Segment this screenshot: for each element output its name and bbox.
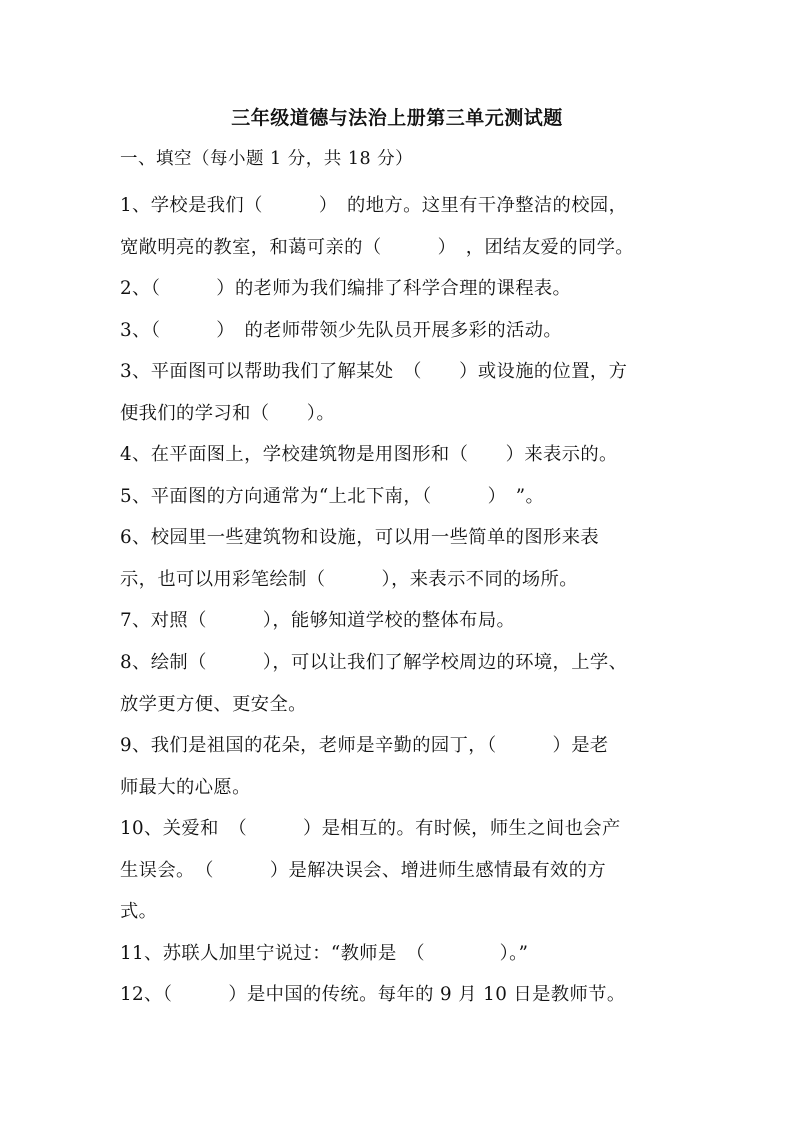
question-line: 1、学校是我们（ ） 的地方。这里有干净整洁的校园， [120, 195, 628, 216]
section-heading: 一、填空（每小题 1 分，共 18 分） [120, 149, 414, 169]
question-line: 2、（ ）的老师为我们编排了科学合理的课程表。 [120, 278, 572, 300]
question-line: 示，也可以用彩笔绘制（ ），来表示不同的场所。 [120, 568, 578, 590]
question-line: 师最大的心愿。 [120, 776, 251, 798]
question-line: 3、（ ） 的老师带领少先队员开展多彩的活动。 [120, 319, 563, 341]
question-line: 6、校园里一些建筑物和设施，可以用一些简单的图形来表 [120, 527, 600, 549]
question-line: 11、苏联人加里宁说过：“教师是 （ ）。” [120, 942, 529, 964]
question-line: 4、在平面图上，学校建筑物是用图形和（ ）来表示的。 [120, 444, 618, 466]
page-title: 三年级道德与法治上册第三单元测试题 [231, 107, 563, 129]
question-line: 宽敞明亮的教室，和蔼可亲的（ ） ，团结友爱的同学。 [120, 236, 634, 258]
question-line: 9、我们是祖国的花朵，老师是辛勤的园丁，（ ）是老 [120, 735, 609, 757]
question-list [120, 185, 680, 1016]
question-line: 式。 [120, 901, 158, 923]
question-line: 3、平面图可以帮助我们了解某处 （ ）或设施的位置，方 [120, 361, 628, 383]
question-line: 便我们的学习和（ ）。 [120, 402, 336, 424]
question-line: 12、（ ）是中国的传统。每年的 9 月 10 日是教师节。 [120, 984, 626, 1006]
question-line: 5、平面图的方向通常为“上北下南，（ ） ”。 [120, 485, 545, 507]
question-line: 10、关爱和 （ ）是相互的。有时候，师生之间也会产 [120, 818, 621, 840]
question-line: 生误会。 （ ）是解决误会、增进师生感情最有效的方 [120, 859, 607, 881]
question-line: 放学更方便、更安全。 [120, 693, 307, 715]
question-line: 8、绘制（ ），可以让我们了解学校周边的环境，上学、 [120, 652, 628, 674]
question-line: 7、对照（ ），能够知道学校的整体布局。 [120, 610, 516, 632]
